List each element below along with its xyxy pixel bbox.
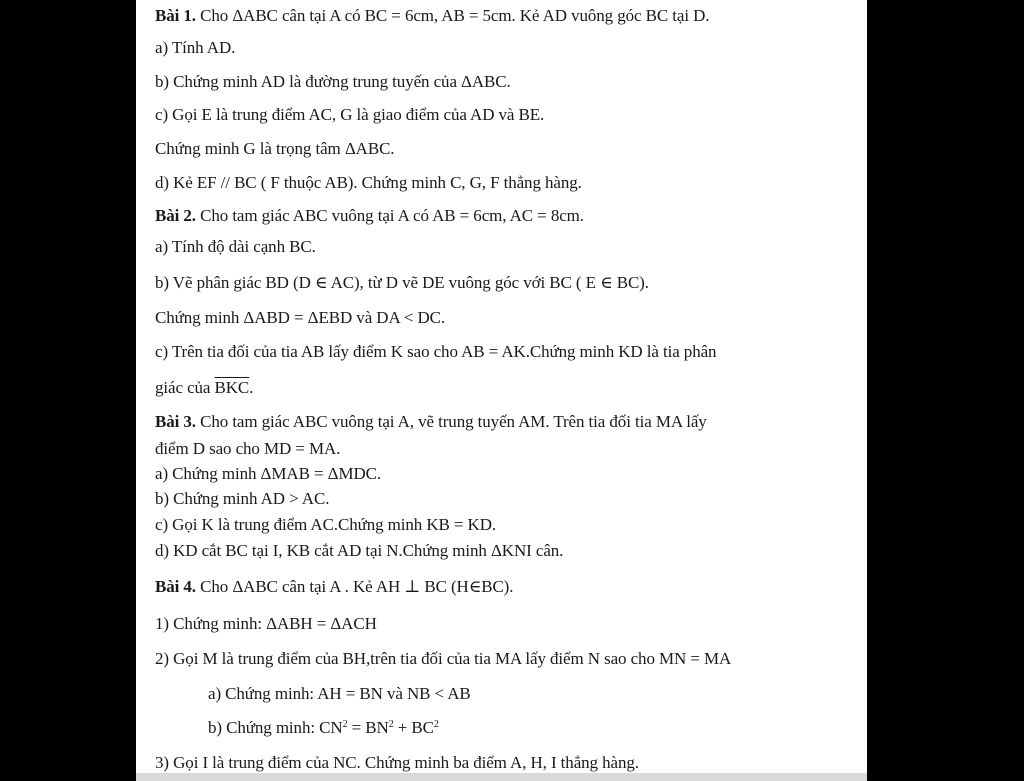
bai4-p2b-mid1: = BN (347, 718, 389, 737)
bai1-b: b) Chứng minh AD là đường trung tuyến của ΔABC. (155, 72, 511, 91)
bai3-intro: Cho tam giác ABC vuông tại A, vẽ trung tuyến AM. Trên tia đối tia MA lấy (200, 412, 707, 431)
bai4-intro-line (155, 577, 513, 597)
document-page (136, 0, 867, 781)
exp-3: 2 (433, 719, 439, 730)
bai2-b2: Chứng minh ΔABD = ΔEBD và DA < DC. (155, 308, 446, 327)
bai3-intro2: điểm D sao cho MD = MA. (155, 439, 341, 458)
bai2-c2-line (155, 378, 253, 398)
angle-bkc: $\overline{BKC}$ (214, 378, 250, 397)
bai4-p2b-line (208, 718, 439, 738)
bai1-intro-line (155, 6, 709, 26)
bai2-intro-line (155, 206, 584, 226)
bai4-p2: 2) Gọi M là trung điểm của BH,trên tia đối của tia MA lấy điểm N sao cho MN = MA (155, 649, 732, 668)
bai2-c2-prefix: giác của (155, 378, 215, 397)
bai3-intro-line (155, 412, 707, 432)
bai4-p2b-prefix: b) Chứng minh: CN (208, 718, 343, 737)
bai4-intro: Cho ΔABC cân tại A . Kẻ AH ⊥ BC (H∈BC). (200, 577, 514, 596)
bai4-p2b-mid2: + BC (393, 718, 434, 737)
bai2-label: Bài 2. (155, 206, 196, 225)
bai3-b: b) Chứng minh AD > AC. (155, 489, 330, 508)
bai1-c2: Chứng minh G là trọng tâm ΔABC. (155, 139, 395, 158)
bai2-c2-suffix: . (249, 378, 254, 397)
bai1-d: d) Kẻ EF // BC ( F thuộc AB). Chứng minh C, G, F thẳng hàng. (155, 173, 582, 192)
bai4-label: Bài 4. (155, 577, 196, 596)
exp-2: 2 (388, 719, 394, 730)
bai2-b1: b) Vẽ phân giác BD (D ∈ AC), từ D vẽ DE vuông góc với BC ( E ∈ BC). (155, 273, 649, 292)
bai2-c1: c) Trên tia đối của tia AB lấy điểm K sao cho AB = AK.Chứng minh KD là tia phân (155, 342, 717, 361)
bai2-intro: Cho tam giác ABC vuông tại A có AB = 6cm, AC = 8cm. (200, 206, 584, 225)
bai1-a: a) Tính AD. (155, 38, 236, 57)
bai4-p1: 1) Chứng minh: ΔABH = ΔACH (155, 614, 377, 633)
bai3-a: a) Chứng minh ΔMAB = ΔMDC. (155, 464, 382, 483)
exp-1: 2 (342, 719, 348, 730)
bai3-d: d) KD cắt BC tại I, KB cắt AD tại N.Chứng minh ΔKNI cân. (155, 541, 564, 560)
bottom-scroll-bar (136, 773, 867, 781)
bai1-label: Bài 1. (155, 6, 196, 25)
bai4-p3: 3) Gọi I là trung điểm của NC. Chứng minh ba điểm A, H, I thẳng hàng. (155, 753, 639, 772)
bai2-a: a) Tính độ dài cạnh BC. (155, 237, 316, 256)
bai3-c: c) Gọi K là trung điểm AC.Chứng minh KB = KD. (155, 515, 497, 534)
bai4-p2a: a) Chứng minh: AH = BN và NB < AB (208, 684, 471, 703)
bai3-label: Bài 3. (155, 412, 196, 431)
bai1-intro: Cho ΔABC cân tại A có BC = 6cm, AB = 5cm. Kẻ AD vuông góc BC tại D. (200, 6, 710, 25)
bai1-c1: c) Gọi E là trung điểm AC, G là giao điểm của AD và BE. (155, 105, 545, 124)
